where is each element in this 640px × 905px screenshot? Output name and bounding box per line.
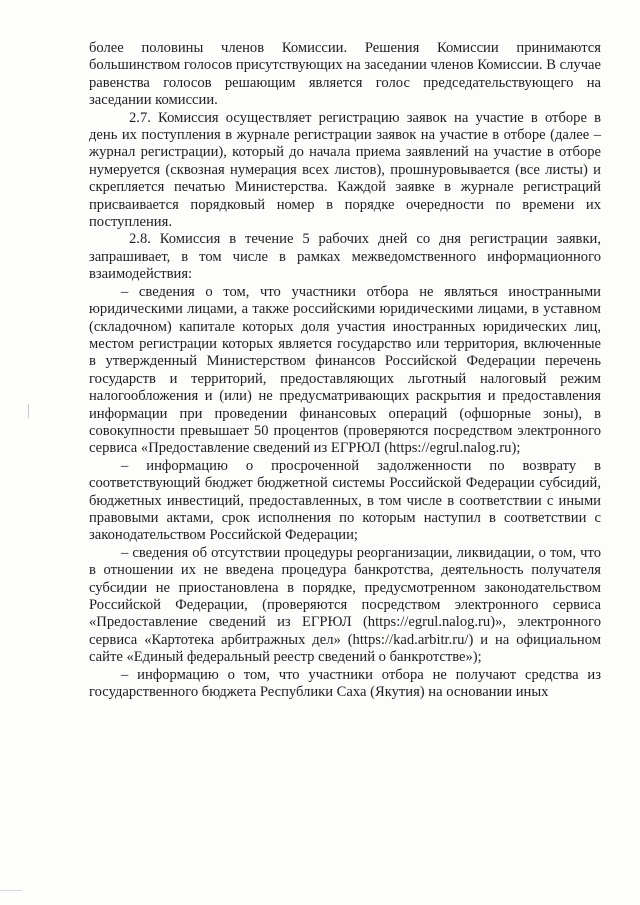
- paragraph-2-8: 2.8. Комиссия в течение 5 рабочих дней со дня регистрации заявки, запрашивает, в том числе в рамках межведомственного информационного взаимодействия:: [89, 231, 601, 283]
- paragraph-2-7: 2.7. Комиссия осуществляет регистрацию заявок на участие в отборе в день их поступления в журнале регистрации заявок на участие в отборе (далее – журнал регистрации), который до начала приема заявлений на участие в отборе нумеруется (сквозная нумерация всех листов), прошнуровывается (все листы) и скрепляется печатью Министерства. Каждой заявке в журнале регистраций присваивается порядковый номер в порядке очередности по времени их поступления.: [89, 109, 601, 231]
- scan-artifact: [28, 404, 29, 418]
- list-item-budget-funds: – информацию о том, что участники отбора не получают средства из государственного бюджета Республики Саха (Якутия) на основании иных: [89, 666, 601, 701]
- document-body: [89, 40, 601, 701]
- paragraph-continuation: более половины членов Комиссии. Решения Комиссии принимаются большинством голосов присутствующих на заседании членов Комиссии. В случае равенства голосов решающим является голос председательствующего на заседании комиссии.: [89, 40, 601, 109]
- list-item-foreign-entities: – сведения о том, что участники отбора не являться иностранными юридическими лицами, а также российскими юридическими лицами, в уставном (складочном) капитале которых доля участия иностранных юридических лиц, местом регистрации которых является государство или территория, включенные в утвержденный Министерством финансов Российской Федерации перечень государств и территорий, предоставляющих льготный налоговый режим налогообложения и (или) не предусматривающих раскрытия и предоставления информации при проведении финансовых операций (офшорные зоны), в совокупности превышает 50 процентов (проверяются посредством электронного сервиса «Предоставление сведений из ЕГРЮЛ (https://egrul.nalog.ru);: [89, 283, 601, 457]
- list-item-overdue-debt: – информацию о просроченной задолженности по возврату в соответствующий бюджет бюджетной системы Российской Федерации субсидий, бюджетных инвестиций, предоставленных, в том числе в соответствии с иными правовыми актами, срок исполнения по которым наступил в соответствии с законодательством Российской Федерации;: [89, 457, 601, 544]
- scan-artifact-bottom: [0, 890, 22, 891]
- list-item-reorganization: – сведения об отсутствии процедуры реорганизации, ликвидации, о том, что в отношении их не введена процедура банкротства, деятельность получателя субсидии не приостановлена в порядке, предусмотренном законодательством Российской Федерации, (проверяются посредством электронного сервиса «Предоставление сведений из ЕГРЮЛ (https://egrul.nalog.ru)», электронного сервиса «Картотека арбитражных дел» (https://kad.arbitr.ru/) и на официальном сайте «Единый федеральный реестр сведений о банкротстве»);: [89, 544, 601, 666]
